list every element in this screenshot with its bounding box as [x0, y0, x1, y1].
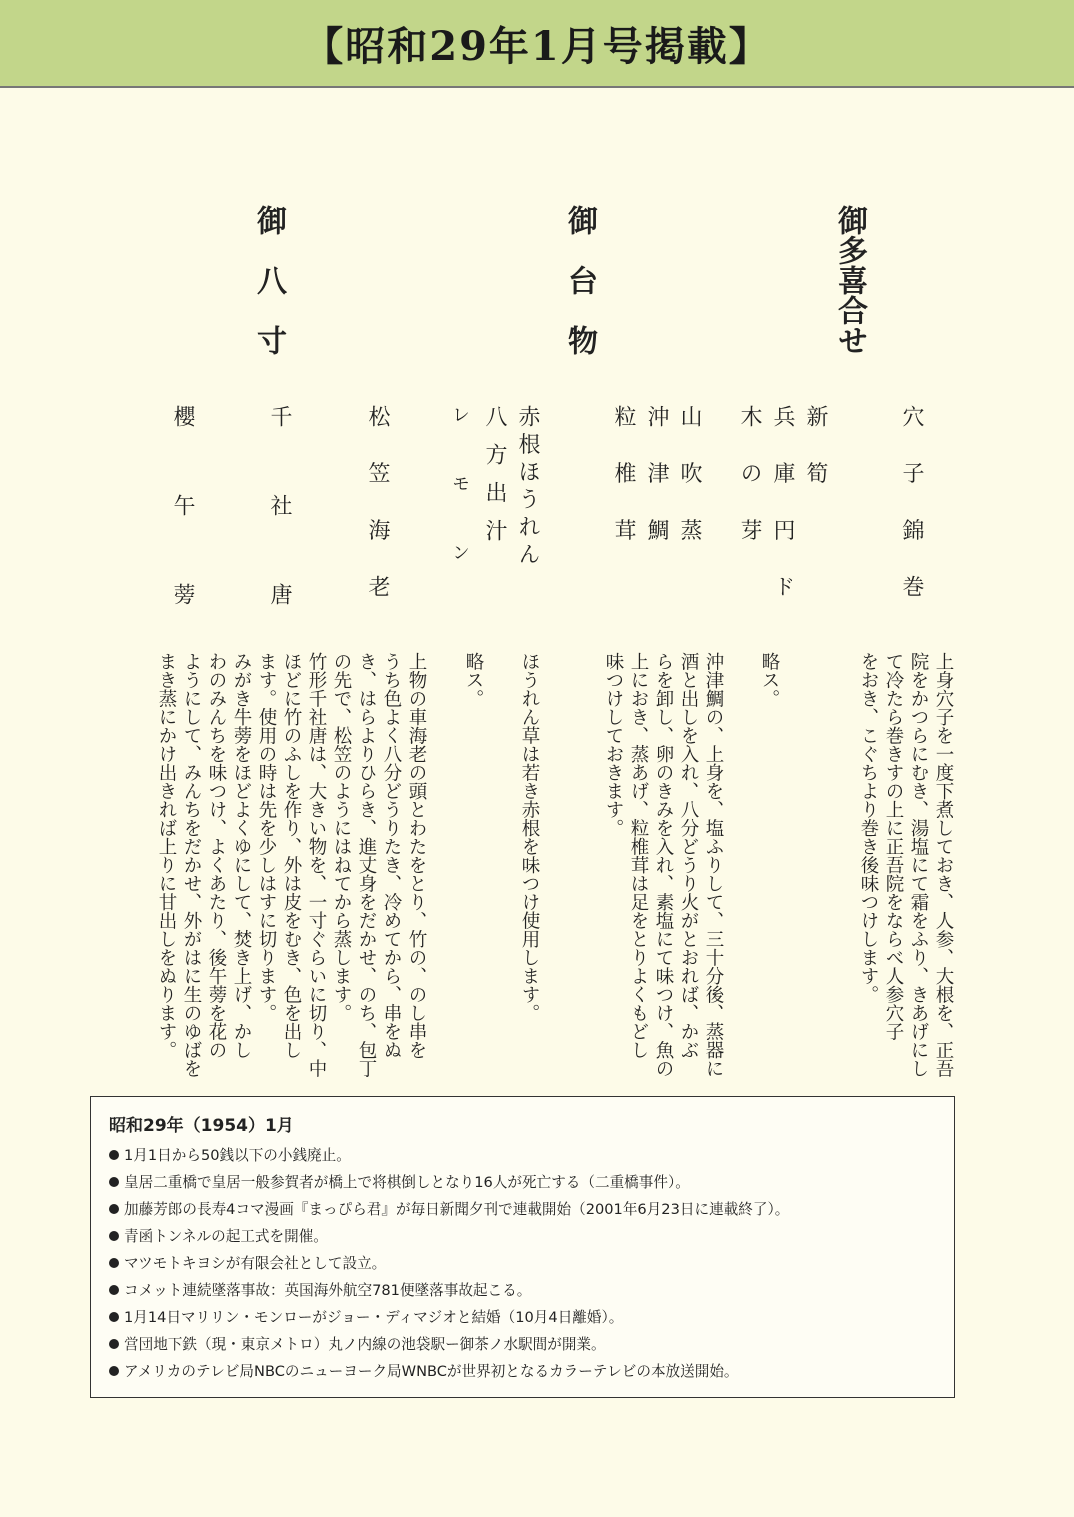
text-line: ほどに竹のふしを作り、外は皮をむき、色を出し [281, 652, 302, 1059]
bullet-icon [109, 1258, 119, 1268]
text-line: 略ス。 [463, 652, 484, 708]
event-item [109, 1223, 954, 1250]
text-line: まき蒸にかけ出きれば上りに甘出しをぬります。 [156, 652, 177, 1059]
event-text: 営団地下鉄（現・東京メトロ）丸ノ内線の池袋駅ー御茶ノ水駅間が開業。 [124, 1336, 606, 1353]
text-line: 院をかつらにむき、湯塩にて霜をふり、きあげにし [908, 652, 929, 1078]
event-item [109, 1250, 954, 1277]
header-banner [0, 0, 1074, 88]
bullet-icon [109, 1204, 119, 1214]
history-infobox [90, 1096, 955, 1398]
text-line: 酒と出しを入れ、八分どうり火がとおれば、かぶ [678, 652, 699, 1059]
dish-item: 粒椎茸 [611, 405, 636, 576]
text-line: の先で、松笠のようにはねてから蒸します。 [331, 652, 352, 1022]
dish-item: 松笠海老 [365, 405, 390, 632]
event-item [109, 1196, 954, 1223]
event-text: 加藤芳郎の長寿4コマ漫画『まっぴら君』が毎日新聞夕刊で連載開始（2001年6月23日に連載終了）。 [124, 1201, 790, 1218]
text-line: 竹形千社唐は、大きい物を、一寸ぐらいに切り、中 [306, 652, 327, 1078]
bullet-icon [109, 1231, 119, 1241]
text-line: 沖津鯛の、上身を、塩ふりして、三十分後、蒸器に [703, 652, 724, 1078]
event-item [109, 1169, 954, 1196]
text-line: ます。使用の時は先を少しはすに切ります。 [256, 652, 277, 1022]
text-line: うち色よく八分どうりたき、冷めてから、串をぬ [381, 652, 402, 1059]
recipe-text [154, 652, 429, 1092]
heading-otakiawase: 御多喜合せ [832, 205, 867, 355]
text-line: 略ス。 [759, 652, 780, 708]
bullet-icon [109, 1150, 119, 1160]
bullet-icon [109, 1285, 119, 1295]
text-line: て冷たら巻きすの上に正吾院をならべ人参穴子 [883, 652, 904, 1041]
event-item [109, 1142, 954, 1169]
text-line: 上におき、蒸あげ、粒椎茸は足をとりよくもどし [628, 652, 649, 1059]
recipe-text [757, 652, 782, 1092]
text-line: をおき、こぐちより巻き後味つけします。 [858, 652, 879, 1004]
text-line: き、はらよりひらき、進丈身をだかせ、のち、包丁 [356, 652, 377, 1078]
bullet-icon [109, 1312, 119, 1322]
event-text: 1月14日マリリン・モンローがジョー・ディマジオと結婚（10月4日離婚）。 [124, 1309, 624, 1326]
infobox-title: 昭和29年（1954）1月 [109, 1116, 294, 1136]
dish-item: 櫻午蒡 [170, 405, 195, 672]
event-text: 青函トンネルの起工式を開催。 [124, 1228, 328, 1245]
page-title: 【昭和29年1月号掲載】 [303, 22, 771, 70]
dish-item: 八方出汁 [482, 405, 507, 557]
dish-item: 木の芽 [737, 405, 762, 576]
event-item [109, 1277, 954, 1304]
event-item [109, 1331, 954, 1358]
text-line: ようにして、みんちをだかせ、外がはに生のゆばを [181, 652, 202, 1078]
dish-item: 穴子錦巻 [899, 405, 924, 632]
event-list [109, 1142, 954, 1385]
recipe-text [461, 652, 486, 1092]
dish-item: レモン [449, 405, 470, 612]
bullet-icon [109, 1177, 119, 1187]
dish-item: 千社唐 [267, 405, 292, 672]
text-line: らを卸し、卵のきみを入れ、素塩にて味つけ、魚の [653, 652, 674, 1078]
event-text: 1月1日から50銭以下の小銭廃止。 [124, 1147, 351, 1164]
dish-item: 沖津鯛 [644, 405, 669, 576]
dish-item: 赤根ほうれん [515, 405, 540, 570]
heading-daimono: 御台物 [562, 205, 597, 385]
event-item [109, 1358, 954, 1385]
event-item [109, 1304, 954, 1331]
dish-item: 新筍 [803, 405, 828, 519]
text-line: わのみんちを味つけ、よくあたり、後午蒡を花の [206, 652, 227, 1059]
text-line: みがき牛蒡をほどよくゆにして、焚き上げ、かし [231, 652, 252, 1059]
event-text: 皇居二重橋で皇居一般参賀者が橋上で将棋倒しとなり16人が死亡する（二重橋事件）。 [124, 1174, 690, 1191]
event-text: アメリカのテレビ局NBCのニューヨーク局WNBCが世界初となるカラーテレビの本放送開始。 [124, 1363, 739, 1380]
text-line: ほうれん草は若き赤根を味つけ使用します。 [519, 652, 540, 1022]
bullet-icon [109, 1339, 119, 1349]
dish-item: 山吹蒸 [677, 405, 702, 576]
heading-hassun: 御八寸 [251, 205, 286, 385]
text-line: 味つけしておきます。 [603, 652, 624, 837]
event-text: コメット連続墜落事故：英国海外航空781便墜落事故起こる。 [124, 1282, 532, 1299]
text-line: 上物の車海老の頭とわたをとり、竹の、のし串を [406, 652, 427, 1059]
dish-item: 兵庫円ド [770, 405, 795, 632]
text-line: 上身穴子を一度下煮しておき、人参、大根を、正吾 [933, 652, 954, 1078]
recipe-text [601, 652, 726, 1092]
bullet-icon [109, 1366, 119, 1376]
event-text: マツモトキヨシが有限会社として設立。 [124, 1255, 387, 1272]
recipe-text [517, 652, 542, 1092]
recipe-text [856, 652, 956, 1092]
